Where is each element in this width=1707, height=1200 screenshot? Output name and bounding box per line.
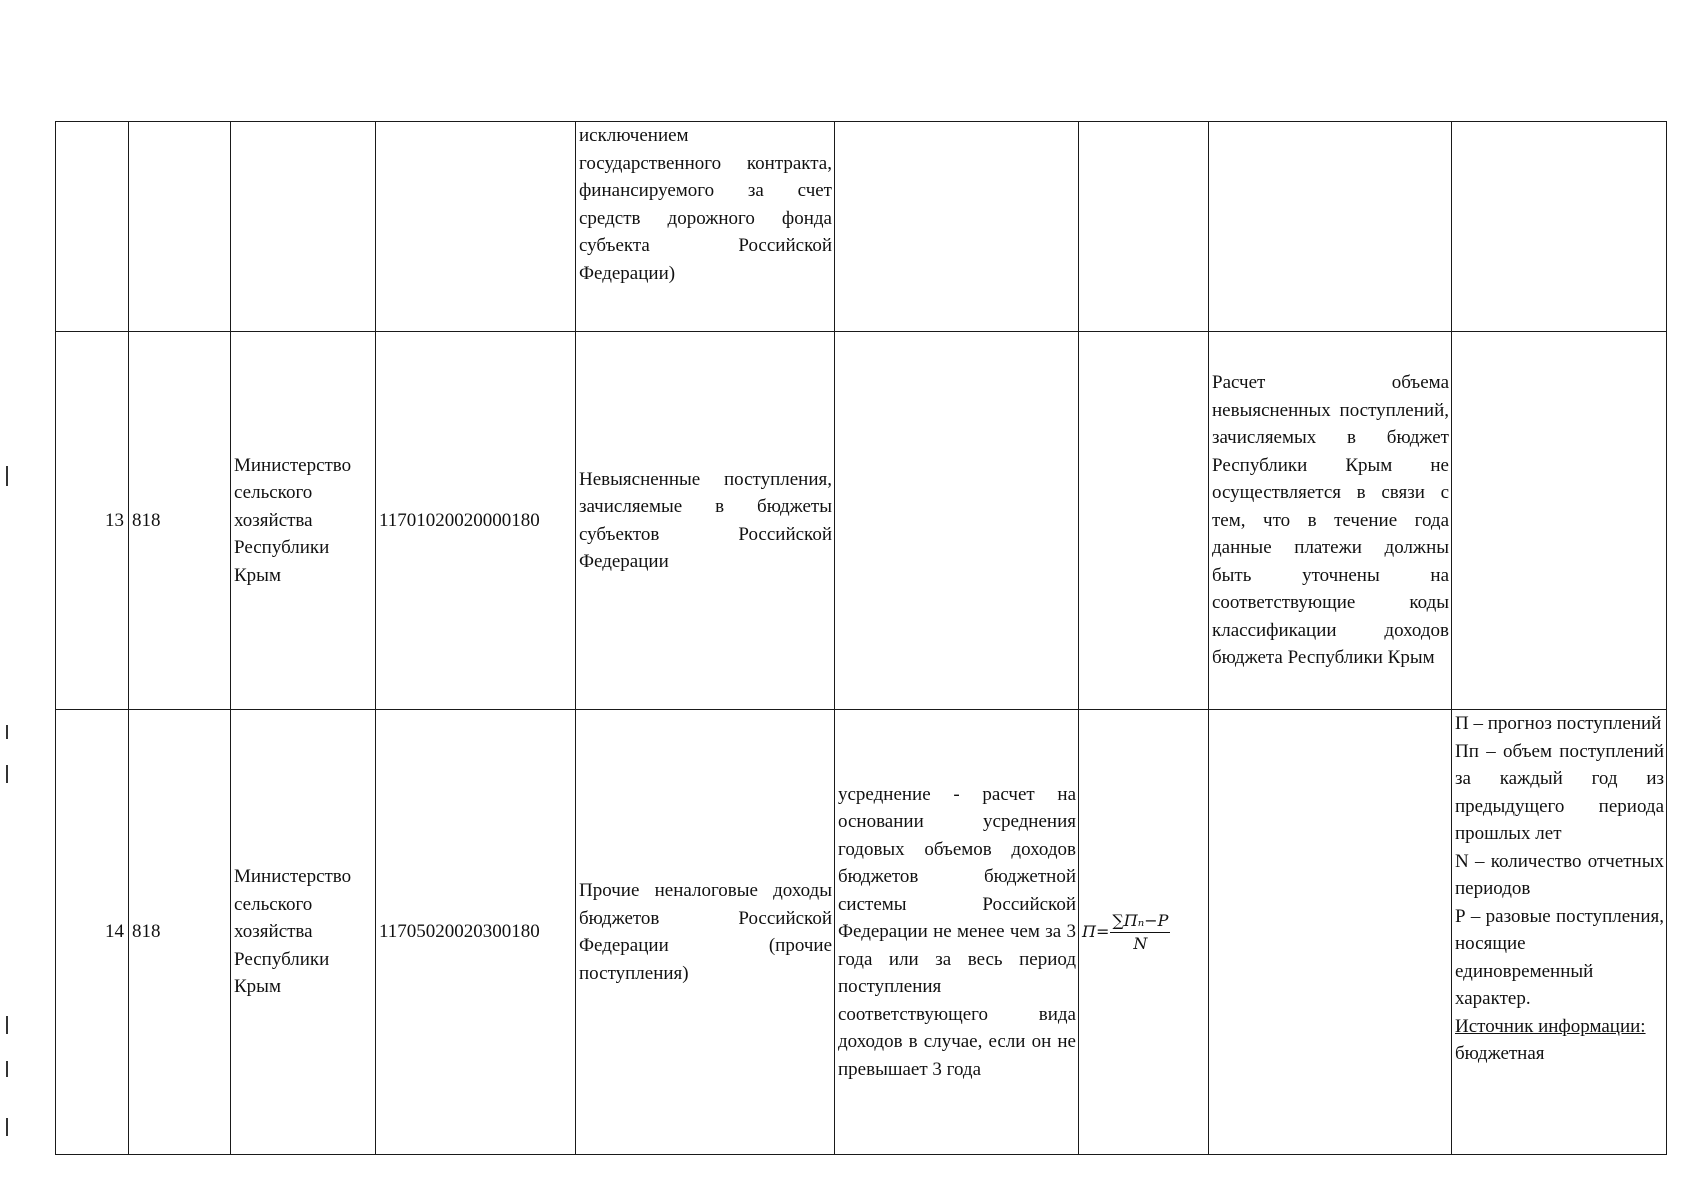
forecast-formula xyxy=(1082,910,1170,955)
kbk-cell: 11705020020300180 xyxy=(376,710,576,1155)
formula-cell xyxy=(1079,122,1209,332)
admin-code-cell xyxy=(129,122,231,332)
scan-mark xyxy=(6,466,8,486)
method-cell: усреднение - расчет на основании усреднения годовых объемов доходов бюджетов бюджетной системы Российской Федерации не менее чем за 3 года или за весь период поступления соответствующего вида доходов в случае, если он не превышает 3 года xyxy=(835,710,1079,1155)
revenue-name-cell: Прочие неналоговые доходы бюджетов Российской Федерации (прочие поступления) xyxy=(576,710,835,1155)
table-row xyxy=(56,332,1667,710)
administrator-cell: Министерство сельского хозяйства Республики Крым xyxy=(231,710,376,1155)
kbk-cell: 11701020020000180 xyxy=(376,332,576,710)
formula-fraction xyxy=(1110,910,1170,955)
source-label: Источник информации: xyxy=(1455,1015,1646,1037)
revenue-name-cell: исключением государственного контракта, финансируемого за счет средств дорожного фонда субъекта Российской Федерации) xyxy=(576,122,835,332)
formula-cell xyxy=(1079,710,1209,1155)
admin-code-cell: 818 xyxy=(129,710,231,1155)
formula-numerator: ∑Пₙ−Р xyxy=(1110,910,1170,933)
note-cell xyxy=(1209,710,1452,1155)
revenue-name-cell: Невыясненные поступления, зачисляемые в бюджеты субъектов Российской Федерации xyxy=(576,332,835,710)
parameters-cell xyxy=(1452,710,1667,1155)
parameters-cell xyxy=(1452,122,1667,332)
param-line: Р – разовые поступления, носящие единовременный характер. xyxy=(1455,905,1664,1009)
method-cell xyxy=(835,122,1079,332)
formula-lhs: П= xyxy=(1082,922,1110,942)
note-cell xyxy=(1209,122,1452,332)
formula-denominator: N xyxy=(1133,933,1148,953)
source-text: бюджетная xyxy=(1455,1043,1545,1064)
scan-mark xyxy=(6,725,8,739)
table-row xyxy=(56,122,1667,332)
param-line: Пп – объем поступлений за каждый год из предыдущего периода прошлых лет xyxy=(1455,740,1664,844)
scan-mark xyxy=(6,765,8,783)
row-number-cell: 14 xyxy=(56,710,129,1155)
administrator-cell: Министерство сельского хозяйства Республики Крым xyxy=(231,332,376,710)
scan-mark xyxy=(6,1118,8,1136)
row-number-cell: 13 xyxy=(56,332,129,710)
scan-mark xyxy=(6,1016,8,1034)
note-cell: Расчет объема невыясненных поступлений, зачисляемых в бюджет Республики Крым не осуществляется в связи с тем, что в течение года данные платежи должны быть уточнены на соответствующие коды классификации доходов бюджета Республики Крым xyxy=(1209,332,1452,710)
parameters-cell xyxy=(1452,332,1667,710)
param-line: П – прогноз поступлений xyxy=(1455,713,1662,734)
scan-mark xyxy=(6,1061,8,1077)
kbk-cell xyxy=(376,122,576,332)
param-line: N – количество отчетных периодов xyxy=(1455,850,1664,899)
formula-cell xyxy=(1079,332,1209,710)
method-cell xyxy=(835,332,1079,710)
admin-code-cell: 818 xyxy=(129,332,231,710)
table-row xyxy=(56,710,1667,1155)
row-number-cell xyxy=(56,122,129,332)
forecast-methods-table xyxy=(55,121,1667,1155)
administrator-cell xyxy=(231,122,376,332)
